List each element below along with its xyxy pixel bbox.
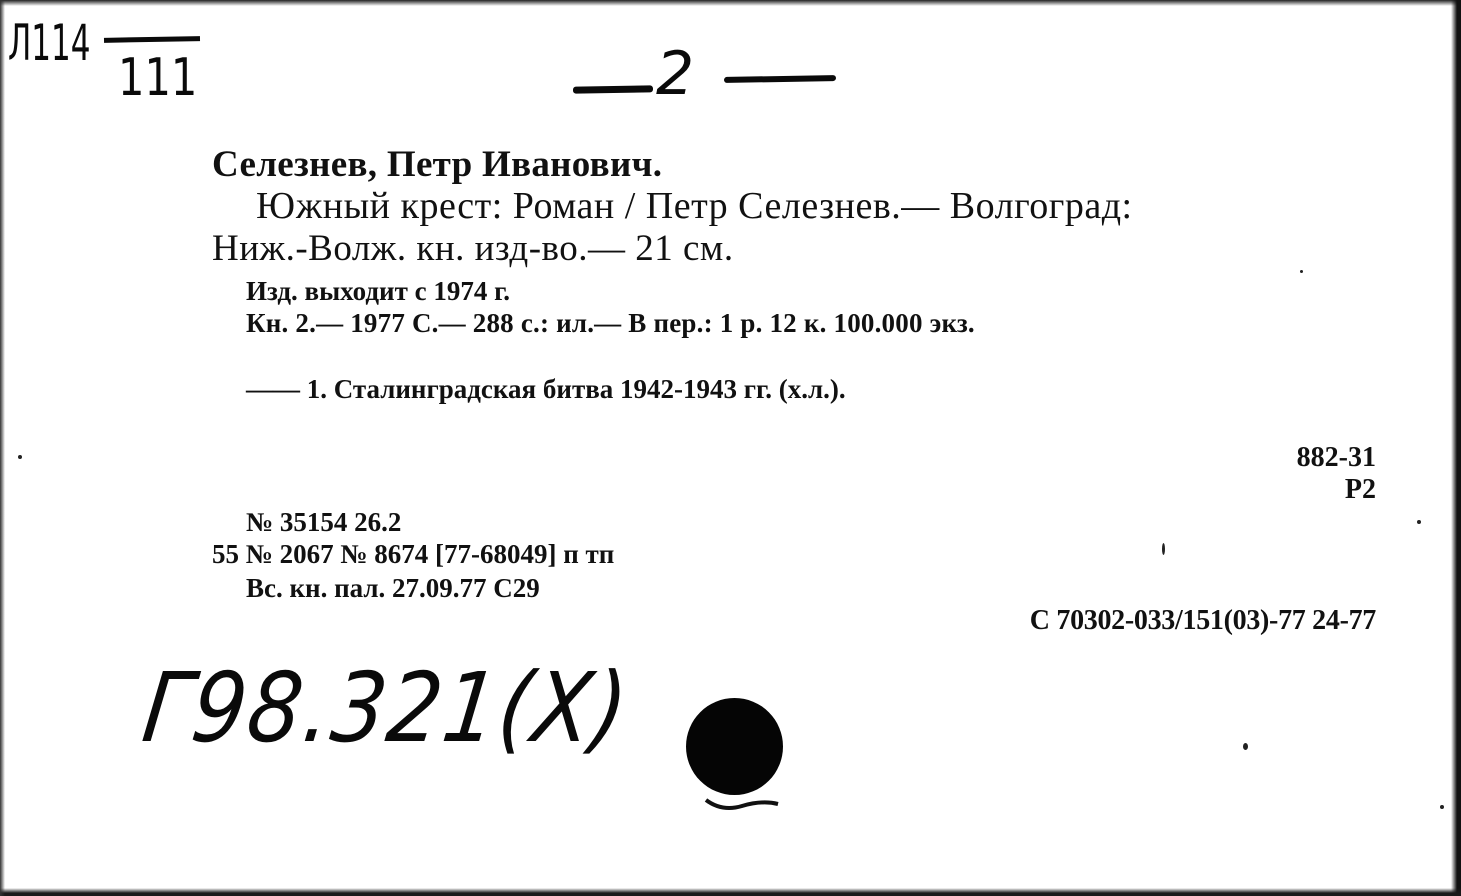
registration-number: № 35154 26.2 (246, 507, 402, 537)
book-chamber-stamp: Вс. кн. пал. 27.09.77 С29 (246, 573, 540, 603)
page-dash-left (573, 85, 653, 93)
handwritten-corner-fraction: 111 (118, 48, 198, 108)
author-mark: Р2 (1344, 474, 1376, 505)
series-note: Изд. выходит с 1974 г. (246, 276, 511, 306)
volume-description: Кн. 2.— 1977 С.— 288 с.: ил.— В пер.: 1 р. 12 к. 100.000 экз. (246, 308, 975, 338)
scan-speck (1300, 270, 1303, 273)
subject-heading: —— 1. Сталинградская битва 1942-1943 гг. (х.л.). (246, 374, 846, 404)
fraction-bar (104, 36, 200, 43)
handwritten-shelf-code: Г98.321(Х) (137, 652, 636, 764)
card-right-edge (1451, 0, 1461, 896)
author-heading: Селезнев, Петр Иванович. (212, 144, 663, 185)
hole-shadow-curve (702, 796, 782, 816)
card-left-edge (0, 0, 5, 896)
scan-speck (1417, 520, 1421, 524)
card-bottom-edge (0, 888, 1461, 896)
imprint-line: Ниж.-Волж. кн. изд-во.— 21 см. (212, 228, 734, 269)
handwritten-corner-mark: Л114 (8, 14, 91, 72)
scan-speck (1440, 805, 1444, 809)
handwritten-page-number: 2 (656, 39, 695, 109)
page-dash-right (724, 75, 836, 83)
title-responsibility-line: Южный крест: Роман / Петр Селезнев.— Волгоград: (256, 185, 1133, 227)
scan-speck (1162, 543, 1165, 555)
classification-index: 882-31 (1296, 442, 1376, 473)
order-numbers: 55 № 2067 № 8674 [77-68049] п тп (212, 539, 615, 569)
scan-speck (18, 455, 22, 459)
card-top-edge (0, 0, 1461, 6)
price-code: С 70302-033/151(03)-77 24-77 (1029, 605, 1376, 636)
punch-hole (686, 698, 783, 795)
scan-speck (1243, 743, 1248, 750)
